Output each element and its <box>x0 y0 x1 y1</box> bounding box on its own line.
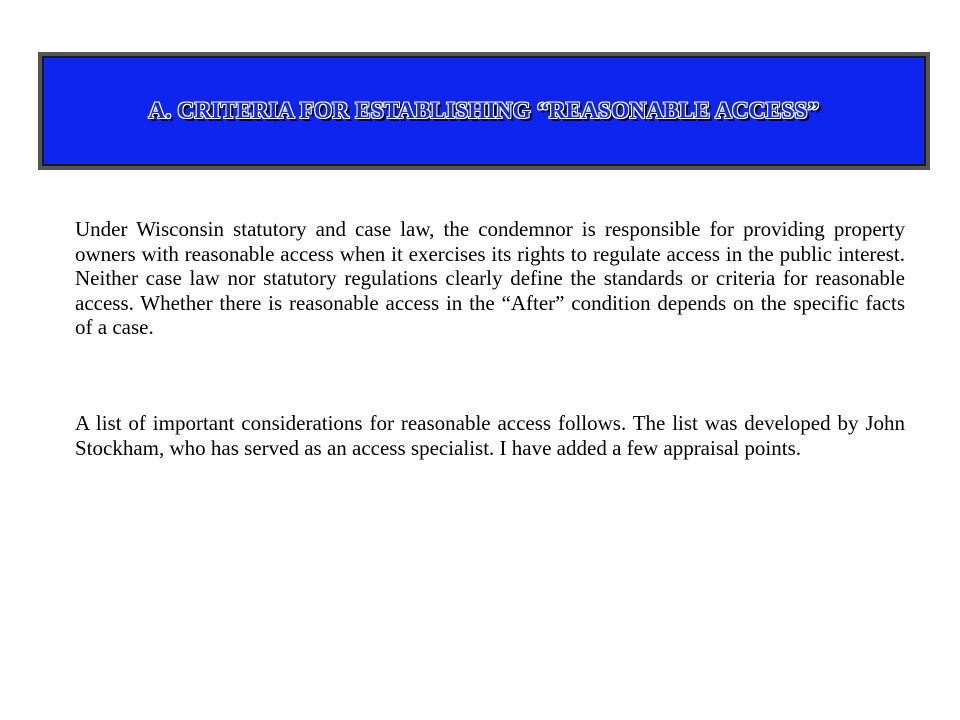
body-paragraph-1: Under Wisconsin statutory and case law, the condemnor is responsible for providing property owners with reasonable access when it exercises its rights to regulate access in the public interest. Neither case law nor statutory regulations clearly define the standards or criteria for reasonable access. Whether there is reasonable access in the “After” condition depends on the specific facts of a case. <box>75 217 905 339</box>
slide-title: A. CRITERIA FOR ESTABLISHING “REASONABLE ACCESS” <box>148 98 820 123</box>
body-paragraph-2: A list of important considerations for reasonable access follows. The list was developed by John Stockham, who has served as an access specialist. I have added a few appraisal points. <box>75 411 905 460</box>
title-banner <box>38 52 930 170</box>
